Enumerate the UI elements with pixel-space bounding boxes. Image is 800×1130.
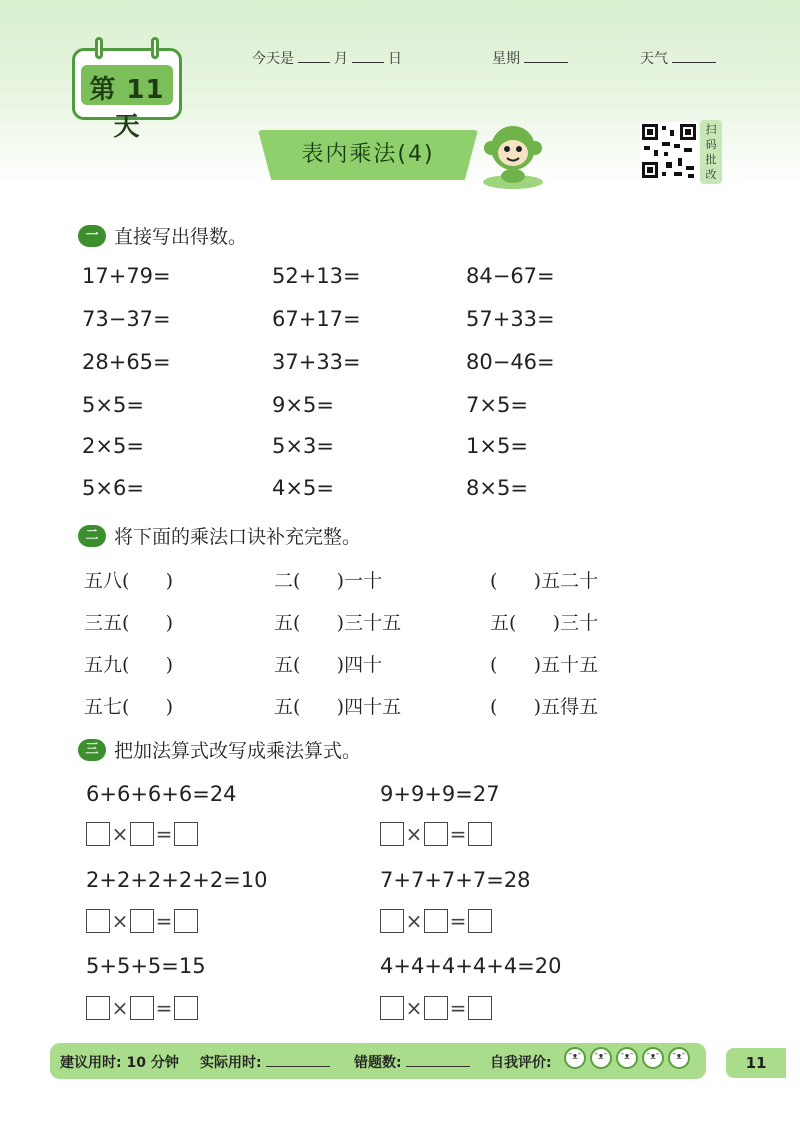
answer-box[interactable] (130, 996, 154, 1020)
qr-code-icon[interactable] (640, 122, 698, 180)
rhyme-blank[interactable]: 三五( ) (84, 612, 174, 634)
times-sign: × (405, 822, 423, 846)
answer-box[interactable] (130, 822, 154, 846)
arith-problem: 73−37= (82, 307, 171, 331)
rating-face-icon[interactable]: ᵔᴥᵔ (616, 1047, 638, 1069)
answer-box[interactable] (380, 909, 404, 933)
suggested-time: 建议用时: 10 分钟 (60, 1055, 179, 1071)
scan-char: 码 (705, 138, 717, 151)
scan-char: 扫 (705, 123, 717, 136)
section-number-badge: 一 (78, 225, 106, 247)
arith-problem: 2×5= (82, 434, 144, 458)
answer-box[interactable] (174, 909, 198, 933)
arith-problem: 84−67= (466, 264, 555, 288)
rhyme-blank[interactable]: ( )五得五 (490, 696, 599, 718)
answer-box[interactable] (86, 909, 110, 933)
section-title: 将下面的乘法口诀补充完整。 (114, 526, 362, 548)
addition-expression: 4+4+4+4+4=20 (380, 954, 562, 978)
self-eval-label: 自我评价: (490, 1055, 552, 1071)
date-prefix: 今天是 (252, 51, 294, 67)
answer-box[interactable] (424, 909, 448, 933)
answer-box[interactable] (174, 996, 198, 1020)
arith-problem: 4×5= (272, 476, 334, 500)
calendar-ring-icon (95, 37, 103, 59)
errors-label: 错题数: (354, 1055, 402, 1071)
answer-box[interactable] (130, 909, 154, 933)
addition-expression: 7+7+7+7=28 (380, 868, 531, 892)
weather-blank[interactable] (672, 50, 716, 63)
equals-sign: = (155, 822, 173, 846)
day-label: 第 11 天 (89, 75, 165, 142)
answer-box[interactable] (380, 996, 404, 1020)
times-sign: × (111, 822, 129, 846)
equals-sign: = (449, 822, 467, 846)
times-sign: × (405, 996, 423, 1020)
answer-box[interactable] (380, 822, 404, 846)
section-number-badge: 二 (78, 525, 106, 547)
arith-problem: 7×5= (466, 393, 528, 417)
arith-problem: 5×5= (82, 393, 144, 417)
equals-sign: = (155, 909, 173, 933)
arith-problem: 52+13= (272, 264, 361, 288)
arith-problem: 8×5= (466, 476, 528, 500)
arith-problem: 67+17= (272, 307, 361, 331)
rhyme-blank[interactable]: 五( )三十 (490, 612, 599, 634)
page-number: 11 (726, 1048, 786, 1078)
addition-expression: 2+2+2+2+2=10 (86, 868, 268, 892)
monkey-mascot-icon (478, 118, 548, 190)
arith-problem: 17+79= (82, 264, 171, 288)
answer-box[interactable] (424, 822, 448, 846)
answer-box[interactable] (86, 822, 110, 846)
day-badge (72, 48, 182, 142)
rhyme-blank[interactable]: 五八( ) (84, 570, 174, 592)
weather-field (640, 48, 720, 68)
section-title: 把加法算式改写成乘法算式。 (114, 740, 362, 762)
multiplication-answer-row (86, 909, 198, 933)
rhyme-blank[interactable]: 五九( ) (84, 654, 174, 676)
month-label: 月 (334, 51, 348, 67)
section-number-badge: 三 (78, 739, 106, 761)
addition-expression: 9+9+9=27 (380, 782, 500, 806)
section-2-heading (78, 522, 361, 549)
arith-problem: 5×6= (82, 476, 144, 500)
rhyme-blank[interactable]: 五( )四十五 (274, 696, 402, 718)
actual-time-blank[interactable] (266, 1054, 330, 1067)
day-blank[interactable] (352, 50, 384, 63)
section-1-heading (78, 222, 247, 249)
times-sign: × (111, 996, 129, 1020)
multiplication-answer-row (86, 822, 198, 846)
multiplication-answer-row (86, 996, 198, 1020)
weekday-blank[interactable] (524, 50, 568, 63)
addition-expression: 6+6+6+6=24 (86, 782, 237, 806)
arith-problem: 1×5= (466, 434, 528, 458)
answer-box[interactable] (174, 822, 198, 846)
page-title: 表内乘法(4) (301, 142, 435, 167)
date-field (252, 48, 402, 68)
errors-field (354, 1052, 470, 1072)
errors-blank[interactable] (406, 1054, 470, 1067)
rating-face-icon[interactable]: ᵔᴥᵔ (590, 1047, 612, 1069)
weekday-label: 星期 (492, 51, 520, 67)
equals-sign: = (449, 996, 467, 1020)
multiplication-answer-row (380, 909, 492, 933)
arith-problem: 57+33= (466, 307, 555, 331)
arith-problem: 37+33= (272, 350, 361, 374)
rhyme-blank[interactable]: ( )五二十 (490, 570, 599, 592)
weekday-field (492, 48, 572, 68)
section-title: 直接写出得数。 (114, 226, 248, 248)
equals-sign: = (155, 996, 173, 1020)
answer-box[interactable] (468, 909, 492, 933)
answer-box[interactable] (86, 996, 110, 1020)
arith-problem: 9×5= (272, 393, 334, 417)
arith-problem: 5×3= (272, 434, 334, 458)
answer-box[interactable] (468, 822, 492, 846)
section-3-heading (78, 736, 361, 763)
rating-face-icon[interactable]: ᵔᴥᵔ (564, 1047, 586, 1069)
multiplication-answer-row (380, 822, 492, 846)
addition-expression: 5+5+5=15 (86, 954, 206, 978)
times-sign: × (405, 909, 423, 933)
answer-box[interactable] (424, 996, 448, 1020)
actual-time-label: 实际用时: (200, 1055, 262, 1071)
scan-char: 批 (705, 153, 717, 166)
multiplication-answer-row (380, 996, 492, 1020)
scan-char: 改 (705, 168, 717, 181)
calendar-ring-icon (151, 37, 159, 59)
equals-sign: = (449, 909, 467, 933)
rating-face-icon[interactable]: ᵔᴥᵔ (668, 1047, 690, 1069)
scan-to-grade-label (700, 120, 722, 184)
day-suffix: 日 (388, 51, 402, 67)
weather-label: 天气 (640, 51, 668, 67)
rhyme-blank[interactable]: ( )五十五 (490, 654, 599, 676)
times-sign: × (111, 909, 129, 933)
rhyme-blank[interactable]: 五( )三十五 (274, 612, 402, 634)
arith-problem: 28+65= (82, 350, 171, 374)
rhyme-blank[interactable]: 五七( ) (84, 696, 174, 718)
rhyme-blank[interactable]: 二( )一十 (274, 570, 383, 592)
arith-problem: 80−46= (466, 350, 555, 374)
rhyme-blank[interactable]: 五( )四十 (274, 654, 383, 676)
answer-box[interactable] (468, 996, 492, 1020)
rating-face-icon[interactable]: ᵔᴥᵔ (642, 1047, 664, 1069)
actual-time-field (200, 1052, 330, 1072)
month-blank[interactable] (298, 50, 330, 63)
